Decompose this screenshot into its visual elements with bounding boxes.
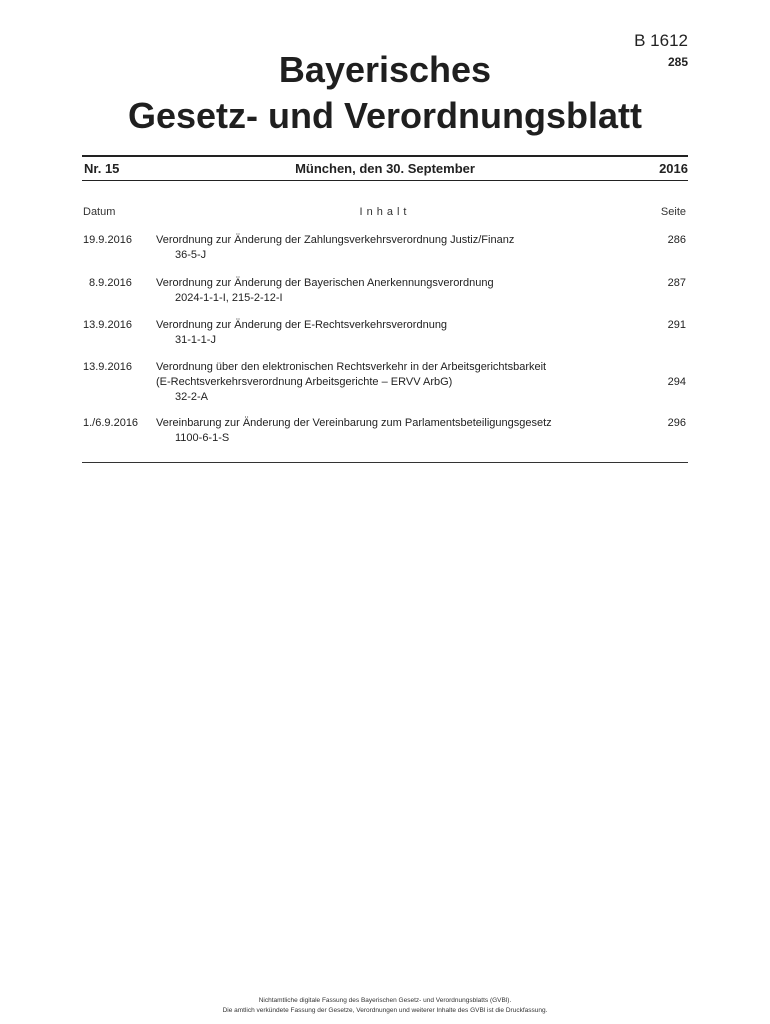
entry-date: 1./6.9.2016 xyxy=(83,417,139,429)
bottom-rule xyxy=(82,462,688,463)
column-datum: Datum xyxy=(83,206,116,218)
entry-page: 286 xyxy=(667,234,686,246)
entry-page: 291 xyxy=(667,319,686,331)
entry-title: Verordnung über den elektronischen Rechtsverkehr in der Arbeitsgerichtsbarkeit xyxy=(156,361,547,373)
entry-text xyxy=(156,233,636,263)
entry-date: 13.9.2016 xyxy=(83,319,132,331)
page-number: 285 xyxy=(667,55,688,69)
title-line-2: Gesetz- und Verordnungsblatt xyxy=(127,95,643,136)
column-seite: Seite xyxy=(660,206,686,218)
issue-year: 2016 xyxy=(659,161,688,176)
footer-note xyxy=(0,996,770,1016)
entry-code: 2024-1-1-I, 215-2-12-I xyxy=(175,292,283,304)
entry-page: 296 xyxy=(667,417,686,429)
entry-page: 287 xyxy=(667,277,686,289)
entry-title: Vereinbarung zur Änderung der Vereinbarung zum Parlamentsbeteiligungsgesetz xyxy=(156,417,552,429)
entry-date: 13.9.2016 xyxy=(83,361,132,373)
entry-page: 294 xyxy=(667,376,686,388)
header-rule xyxy=(82,180,688,181)
title-line-1: Bayerisches xyxy=(278,49,492,90)
entry-code: 36-5-J xyxy=(175,249,207,261)
entry-text xyxy=(156,416,636,446)
entry-title: Verordnung zur Änderung der Zahlungsverkehrsverordnung Justiz/Finanz xyxy=(156,234,515,246)
top-rule xyxy=(82,155,688,157)
footer-line-2: Die amtlich verkündete Fassung der Gesetze, Verordnungen und weiterer Inhalte des GVBl ist die Druckfassung. xyxy=(222,1007,548,1014)
entry-code: 32-2-A xyxy=(175,391,209,403)
entry-title: Verordnung zur Änderung der Bayerischen Anerkennungsverordnung xyxy=(156,277,494,289)
entry-date: 8.9.2016 xyxy=(89,277,132,289)
entry-code: 31-1-1-J xyxy=(175,334,216,346)
issue-date: München, den 30. September xyxy=(295,161,475,176)
column-inhalt: Inhalt xyxy=(359,206,411,218)
entry-title: Verordnung zur Änderung der E-Rechtsverkehrsverordnung xyxy=(156,319,448,331)
issue-number: Nr. 15 xyxy=(84,161,120,176)
entry-code: 1100-6-1-S xyxy=(175,432,230,444)
entry-date: 19.9.2016 xyxy=(83,234,132,246)
footer-line-1: Nichtamtliche digitale Fassung des Bayerischen Gesetz- und Verordnungsblatts (GVBl). xyxy=(258,997,512,1004)
entry-subtitle: (E-Rechtsverkehrsverordnung Arbeitsgerichte – ERVV ArbG) xyxy=(156,376,453,388)
publication-code: B 1612 xyxy=(634,31,688,50)
entry-text xyxy=(156,360,636,405)
entry-text xyxy=(156,276,636,306)
entry-text xyxy=(156,318,636,348)
